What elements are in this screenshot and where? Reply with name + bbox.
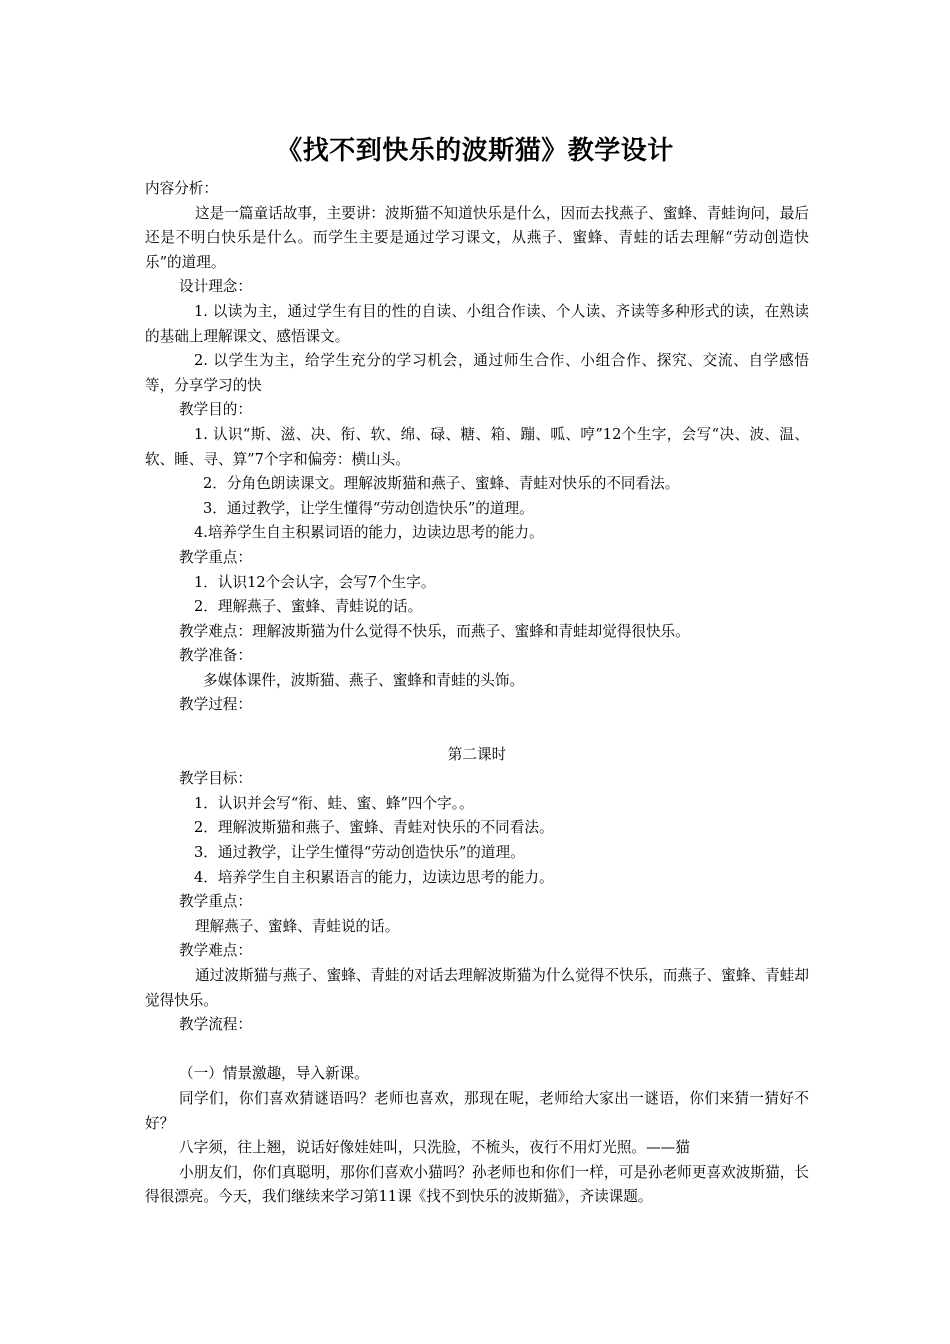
heading-preparation: 教学准备： (179, 647, 252, 665)
paragraph-lesson-intro: 小朋友们，你们真聪明，那你们喜欢小猫吗？孙老师也和你们一样，可是孙老师更喜欢波斯猫，长得很漂亮。今天，我们继续来学习第11课《找不到快乐的波斯猫》，齐读课题。 (145, 1163, 809, 1206)
paragraph-difficulty-2: 通过波斯猫与燕子、蜜蜂、青蛙的对话去理解波斯猫为什么觉得不快乐，而燕子、蜜蜂、青蛙却觉得快乐。 (145, 967, 809, 1009)
document-title: 《找不到快乐的波斯猫》教学设计 (276, 136, 674, 166)
paragraph-content-analysis: 这是一篇童话故事，主要讲：波斯猫不知道快乐是什么，因而去找燕子、蜜蜂、青蛙询问，最后还是不明白快乐是什么。而学生主要是通过学习课文，从燕子、蜜蜂、青蛙的话去理解“劳动创造快乐”的道理。 (145, 204, 809, 271)
paragraph-purpose-2: 2．分角色朗读课文。理解波斯猫和燕子、蜜蜂、青蛙对快乐的不同看法。 (203, 475, 680, 493)
paragraph-goal-4: 4．培养学生自主积累语言的能力，边读边思考的能力。 (194, 868, 554, 886)
heading-key-points: 教学重点： (179, 548, 252, 566)
paragraph-purpose-1: 1. 认识“斯、滋、决、衔、软、绵、碌、糖、箱、蹦、呱、哼”12个生字，会写“决、波、温、软、睡、寻、算”7个字和偏旁：横山头。 (145, 425, 809, 468)
paragraph-goal-2: 2．理解波斯猫和燕子、蜜蜂、青蛙对快乐的不同看法。 (194, 819, 554, 837)
heading-teaching-purpose: 教学目的： (179, 401, 252, 419)
paragraph-riddle: 八字须，往上翘，说话好像娃娃叫，只洗脸，不梳头，夜行不用灯光照。——猫 (179, 1139, 690, 1157)
paragraph-concept-1: 1. 以读为主，通过学生有目的性的自读、小组合作读、个人读、齐读等多种形式的读，在熟读的基础上理解课文、感悟课文。 (145, 302, 809, 345)
heading-key-points-2: 教学重点： (179, 893, 252, 911)
heading-section-1: （一）情景激趣，导入新课。 (179, 1065, 369, 1083)
paragraph-purpose-4: 4.培养学生自主积累词语的能力，边读边思考的能力。 (194, 524, 544, 542)
heading-second-lesson: 第二课时 (447, 745, 507, 763)
paragraph-purpose-3: 3．通过教学，让学生懂得“劳动创造快乐”的道理。 (203, 499, 534, 517)
heading-difficulty-2: 教学难点： (179, 942, 252, 960)
heading-teaching-goals: 教学目标： (179, 770, 252, 788)
paragraph-key-points-2: 理解燕子、蜜蜂、青蛙说的话。 (195, 917, 400, 935)
paragraph-difficulty: 教学难点：理解波斯猫为什么觉得不快乐，而燕子、蜜蜂和青蛙却觉得很快乐。 (179, 622, 690, 640)
heading-teaching-process: 教学过程： (179, 696, 252, 714)
blank-line (145, 1038, 809, 1063)
paragraph-goal-3: 3．通过教学，让学生懂得“劳动创造快乐”的道理。 (194, 844, 525, 862)
heading-teaching-flow: 教学流程： (179, 1016, 252, 1034)
paragraph-concept-2: 2. 以学生为主，给学生充分的学习机会，通过师生合作、小组合作、探究、交流、自学感悟等，分享学习的快 (145, 352, 809, 394)
paragraph-key-point-1: 1．认识12个会认字，会写7个生字。 (194, 573, 436, 591)
heading-content-analysis: 内容分析： (145, 180, 218, 197)
document-body (145, 177, 809, 1210)
paragraph-key-point-2: 2．理解燕子、蜜蜂、青蛙说的话。 (194, 598, 423, 616)
blank-line (145, 718, 809, 743)
heading-design-concept: 设计理念： (179, 278, 252, 296)
paragraph-goal-1: 1．认识并会写“衔、蛙、蜜、蜂”四个字。。 (194, 794, 474, 812)
paragraph-riddle-intro: 同学们，你们喜欢猜谜语吗？老师也喜欢，那现在呢，老师给大家出一谜语，你们来猜一猜好不好？ (145, 1089, 809, 1132)
paragraph-preparation: 多媒体课件，波斯猫、燕子、蜜蜂和青蛙的头饰。 (203, 671, 525, 689)
